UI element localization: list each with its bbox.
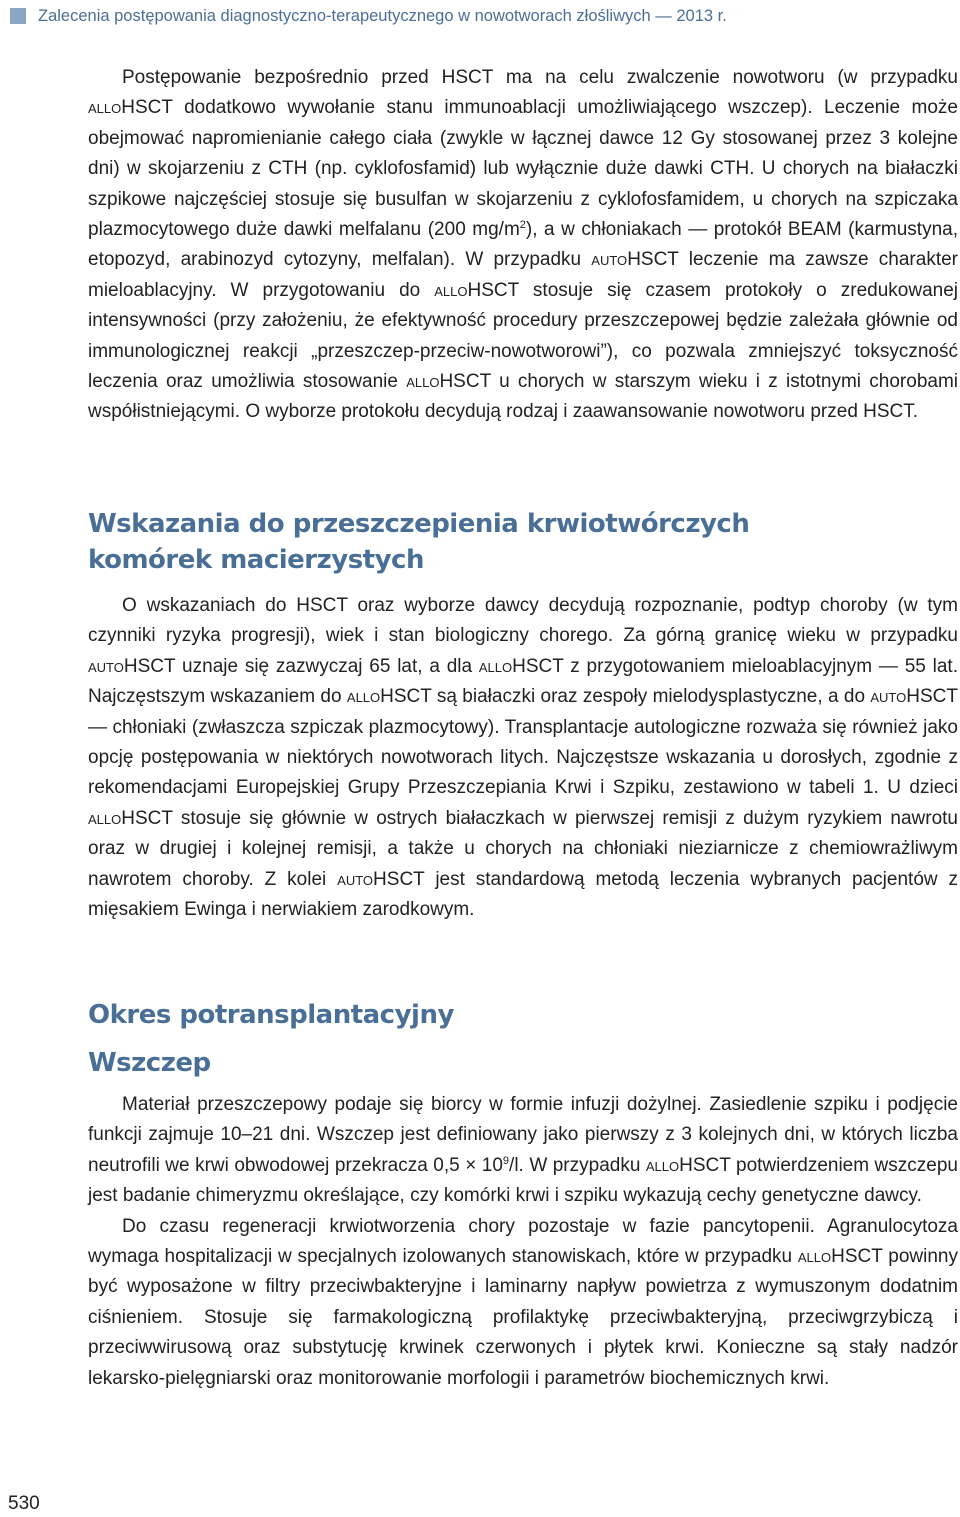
section-heading <box>88 506 958 578</box>
text-run: HSCT stosuje się głównie w ostrych białaczkach w pierwszej remisji z dużym ryzykiem nawrotu oraz w drugiej i kolejnej remisji, a także u chorych na chłoniaki nieziarnicze z chemiowrażliwym nawrotem choroby. Z kolei <box>88 807 958 890</box>
allo-prefix: allo <box>346 686 381 708</box>
text-run: /l. W przypadku <box>509 1154 646 1176</box>
text-run: HSCT dodatkowo wywołanie stanu immunoablacji umożliwiającego wszczep). Leczenie może obejmować napromienianie całego ciała (zwykle w łącznej dawce 12 Gy stosowanej przez 3 kolejne dni) w skojarzeniu z CTH (np. cyklofosfamid) lub wyłącznie duże dawki CTH. U chorych na białaczki szpikowe najczęściej stosuje się busulfan w skojarzeniu z cyklofosfamidem, u chorych na szpiczaka plazmocytowego duże dawki melfalanu (200 mg/m <box>88 97 958 241</box>
text-run: HSCT jest standardową metodą leczenia wybranych pacjentów z mięsakiem Ewinga i nerwiakiem zarodkowym. <box>88 868 958 921</box>
text-run: Do czasu regeneracji krwiotworzenia chory pozostaje w fazie pancytopenii. Agranulocytoza wymaga hospitalizacji w specjalnych izolowanych stanowiskach, które w przypadku <box>88 1215 958 1268</box>
allo-prefix: allo <box>797 1246 832 1268</box>
auto-prefix: auto <box>591 249 628 271</box>
auto-prefix: auto <box>88 655 124 677</box>
text-run: HSCT są białaczki oraz zespoły mielodysplastyczne, a do <box>380 686 871 708</box>
engraftment-paragraph <box>88 1090 958 1212</box>
header-title: Zalecenia postępowania diagnostyczno-terapeutycznego w nowotworach złośliwych — 2013 r. <box>38 6 727 25</box>
allo-prefix: allo <box>434 279 468 301</box>
header-marker <box>10 8 26 24</box>
text-run: O wskazaniach do HSCT oraz wyborze dawcy decydują rozpoznanie, podtyp choroby (w tym czynniki ryzyka progresji), wiek i stan biologiczny chorego. Za górną granicę wieku w przypadku <box>88 595 958 647</box>
intro-block <box>88 63 958 428</box>
engraftment-block <box>88 1090 958 1394</box>
auto-prefix: auto <box>337 868 374 890</box>
subsection-heading: Wszczep <box>88 1048 211 1078</box>
running-header <box>10 4 727 28</box>
text-run: HSCT powinny być wyposażone w filtry przeciwbakteryjne i laminarny napływ powietrza z wymuszonym dodatnim ciśnieniem. Stosuje się farmakologiczną profilaktykę przeciwbakteryjną, przeciwgrzybiczą i przeciwwirusową oraz substytucję krwinek czerwonych i płytek krwi. Konieczne są stały nadzór lekarsko-pielęgniarski oraz monitorowanie morfologii i parametrów biochemicznych krwi. <box>88 1246 958 1389</box>
text-run: HSCT uznaje się zazwyczaj 65 lat, a dla <box>123 655 479 677</box>
auto-prefix: auto <box>870 686 907 708</box>
text-run: ), a w chłoniakach — protokół BEAM (karmustyna, etopozyd, arabinozyd cytozyny, melfalan). W przypadku <box>88 219 958 271</box>
superscript: 9 <box>502 1154 510 1167</box>
allo-prefix: allo <box>88 807 122 829</box>
superscript: 2 <box>519 219 526 232</box>
text-run: HSCT stosuje się czasem protokoły o zredukowanej intensywności (przy założeniu, że efektywność procedury przeszczepowej będzie zależała głównie od immunologicznej reakcji „przeszczep-przeciw-nowotworowi”), co pozwala zmniejszyć toksyczność leczenia oraz umożliwia stosowanie <box>88 279 958 393</box>
indications-block <box>88 591 958 925</box>
text-run: HSCT z przygotowaniem mieloablacyjnym — 55 lat. Najczęstszym wskazaniem do <box>88 655 958 708</box>
section-posttransplant <box>88 997 958 1033</box>
section-indications <box>88 506 958 578</box>
heading-line: komórek macierzystych <box>88 545 424 575</box>
page-number: 530 <box>8 1493 40 1514</box>
section-heading: Okres potransplantacyjny <box>88 1000 454 1030</box>
allo-prefix: allo <box>478 655 513 677</box>
allo-prefix: allo <box>406 371 440 393</box>
indications-paragraph <box>88 591 958 925</box>
text-run: Postępowanie bezpośrednio przed HSCT ma na celu zwalczenie nowotworu (w przypadku <box>122 67 958 88</box>
heading-line: Wskazania do przeszczepienia krwiotwórczych <box>88 509 750 539</box>
text-run: HSCT u chorych w starszym wieku i z istotnymi chorobami współistniejącymi. O wyborze protokołu decydują rodzaj i zaawansowanie nowotworu przed HSCT. <box>88 371 958 423</box>
intro-paragraph <box>88 63 958 428</box>
text-run: Materiał przeszczepowy podaje się biorcy w formie infuzji dożylnej. Zasiedlenie szpiku i podjęcie funkcji zajmuje 10–21 dni. Wszczep jest definiowany jako pierwszy z 3 kolejnych dni, w których liczba neutrofili we krwi obwodowej przekracza 0,5 × 10 <box>88 1094 958 1176</box>
subsection-engraftment <box>88 1046 958 1080</box>
text-run: HSCT potwierdzeniem wszczepu jest badanie chimeryzmu określające, czy komórki krwi i szpiku wykazują cechy genetyczne dawcy. <box>88 1154 958 1207</box>
allo-prefix: allo <box>88 97 122 119</box>
pancytopenia-paragraph <box>88 1212 958 1394</box>
allo-prefix: allo <box>645 1154 680 1176</box>
text-run: HSCT leczenie ma zawsze charakter mieloablacyjny. W przygotowaniu do <box>88 249 958 301</box>
text-run: HSCT — chłoniaki (zwłaszcza szpiczak plazmocytowy). Transplantacje autologiczne rozważa się również jako opcję postępowania w niektórych nowotworach litych. Najczęstsze wskazania u dorosłych, zgodnie z rekomendacjami Europejskiej Grupy Przeszczepiania Krwi i Szpiku, zestawiono w tabeli 1. U dzieci <box>88 686 958 799</box>
